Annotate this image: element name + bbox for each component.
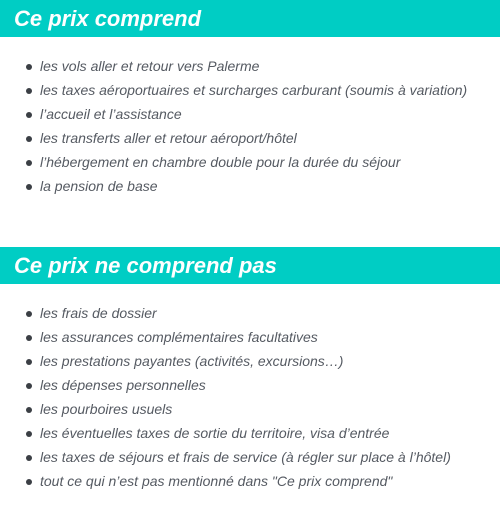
included-items-list: [0, 54, 467, 198]
list-item-text: les pourboires usuels: [40, 401, 173, 417]
list-item-text: les assurances complémentaires facultatives: [40, 329, 318, 345]
excluded-section-header: [0, 247, 500, 284]
list-item: [0, 421, 451, 445]
list-item: [0, 469, 451, 493]
bullet-icon: [26, 455, 32, 461]
list-item: [0, 150, 467, 174]
list-item-text: les frais de dossier: [40, 305, 157, 321]
list-item-text: les dépenses personnelles: [40, 377, 206, 393]
list-item: [0, 54, 467, 78]
list-item: [0, 325, 451, 349]
list-item-text: les éventuelles taxes de sortie du territoire, visa d’entrée: [40, 425, 390, 441]
list-item: [0, 78, 467, 102]
bullet-icon: [26, 311, 32, 317]
list-item-text: l’hébergement en chambre double pour la durée du séjour: [40, 154, 401, 170]
list-item: [0, 373, 451, 397]
list-item-text: les taxes aéroportuaires et surcharges carburant (soumis à variation): [40, 82, 468, 98]
list-item-text: tout ce qui n’est pas mentionné dans "Ce prix comprend": [40, 473, 393, 489]
list-item: [0, 301, 451, 325]
list-item-text: la pension de base: [40, 178, 158, 194]
bullet-icon: [26, 136, 32, 142]
list-item: [0, 397, 451, 421]
list-item: [0, 126, 467, 150]
bullet-icon: [26, 335, 32, 341]
list-item: [0, 349, 451, 373]
bullet-icon: [26, 407, 32, 413]
list-item: [0, 445, 451, 469]
list-item: [0, 174, 467, 198]
bullet-icon: [26, 160, 32, 166]
bullet-icon: [26, 359, 32, 365]
list-item: [0, 102, 467, 126]
bullet-icon: [26, 64, 32, 70]
list-item-text: les prestations payantes (activités, excursions…): [40, 353, 344, 369]
bullet-icon: [26, 88, 32, 94]
included-section-title: Ce prix comprend: [14, 5, 202, 31]
bullet-icon: [26, 184, 32, 190]
excluded-items-list: [0, 301, 451, 493]
bullet-icon: [26, 431, 32, 437]
list-item-text: les taxes de séjours et frais de service (à régler sur place à l’hôtel): [40, 449, 451, 465]
bullet-icon: [26, 383, 32, 389]
excluded-section-title: Ce prix ne comprend pas: [14, 252, 277, 278]
list-item-text: les vols aller et retour vers Palerme: [40, 58, 260, 74]
bullet-icon: [26, 479, 32, 485]
list-item-text: l’accueil et l’assistance: [40, 106, 182, 122]
included-section-header: [0, 0, 500, 37]
list-item-text: les transferts aller et retour aéroport/hôtel: [40, 130, 297, 146]
bullet-icon: [26, 112, 32, 118]
